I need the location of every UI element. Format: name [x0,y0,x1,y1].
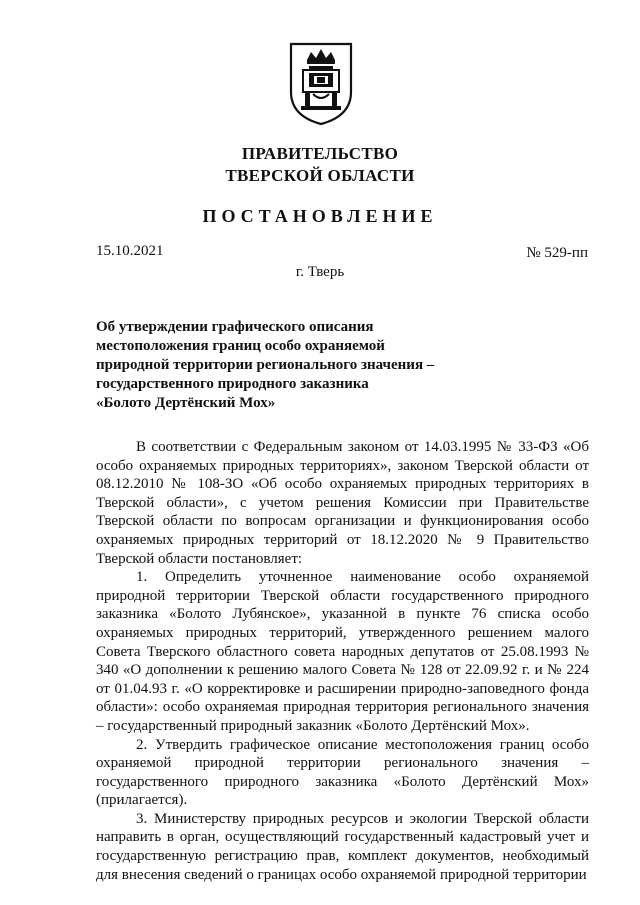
body-paragraph-preamble: В соответствии с Федеральным законом от 14.03.1995 № 33-ФЗ «Об особо охраняемых природных территориях», законом Тверской области от 08.12.2010 № 108-ЗО «Об особо охраняемых природных территориях в Тверской области», с учетом решения Комиссии при Правительстве Тверской области по вопросам организации и функционирования особо охраняемых природных территорий от 18.12.2020 № 9 Правительство Тверской области постановляет: [96,439,589,567]
heading-line: природной территории регионального значения – [96,357,435,373]
body-paragraph-item-2: 2. Утвердить графическое описание местоположения границ особо охраняемой природной территории регионального значения – государственного природного заказника «Болото Дертёнский Мох» (прилагается). [96,736,589,809]
heading-line: Об утверждении графического описания [96,319,374,335]
document-body [96,438,589,884]
org-name-line-2: ТВЕРСКОЙ ОБЛАСТИ [225,166,415,185]
document-date: 15.10.2021 [96,243,164,259]
org-name-line-1: ПРАВИТЕЛЬСТВО [241,144,399,163]
document-heading [96,318,456,413]
coat-of-arms-emblem [287,40,355,126]
document-city: г. Тверь [295,264,345,280]
body-paragraph-item-3: 3. Министерству природных ресурсов и экологии Тверской области направить в орган, осуществляющий государственный кадастровый учет и государственную регистрацию прав, комплект документов, необходимый для внесения сведений о границах особо охраняемой природной территории [96,810,589,883]
body-paragraph-item-1: 1. Определить уточненное наименование особо охраняемой природной территории Тверской области государственного природного заказника «Болото Лубянское», указанной в пункте 76 списка особо охраняемых природных территорий, утвержденного решением малого Совета Тверского областного совета народных депутатов от 25.08.1993 № 340 «О дополнении к решению малого Совета № 128 от 22.09.92 г. и № 224 от 01.04.93 г. «О корректировке и расширении природно-заповедного фонда области»: особо охраняемая природная территория регионального значения – государственный природный заказник «Болото Дертёнский Мох». [96,569,589,734]
heading-line: «Болото Дертёнский Мох» [96,395,276,411]
document-number: № 529-пп [526,245,588,261]
heading-line: государственного природного заказника [96,376,369,392]
document-type-title: ПОСТАНОВЛЕНИЕ [202,206,438,226]
heading-line: местоположения границ особо охраняемой [96,338,385,354]
